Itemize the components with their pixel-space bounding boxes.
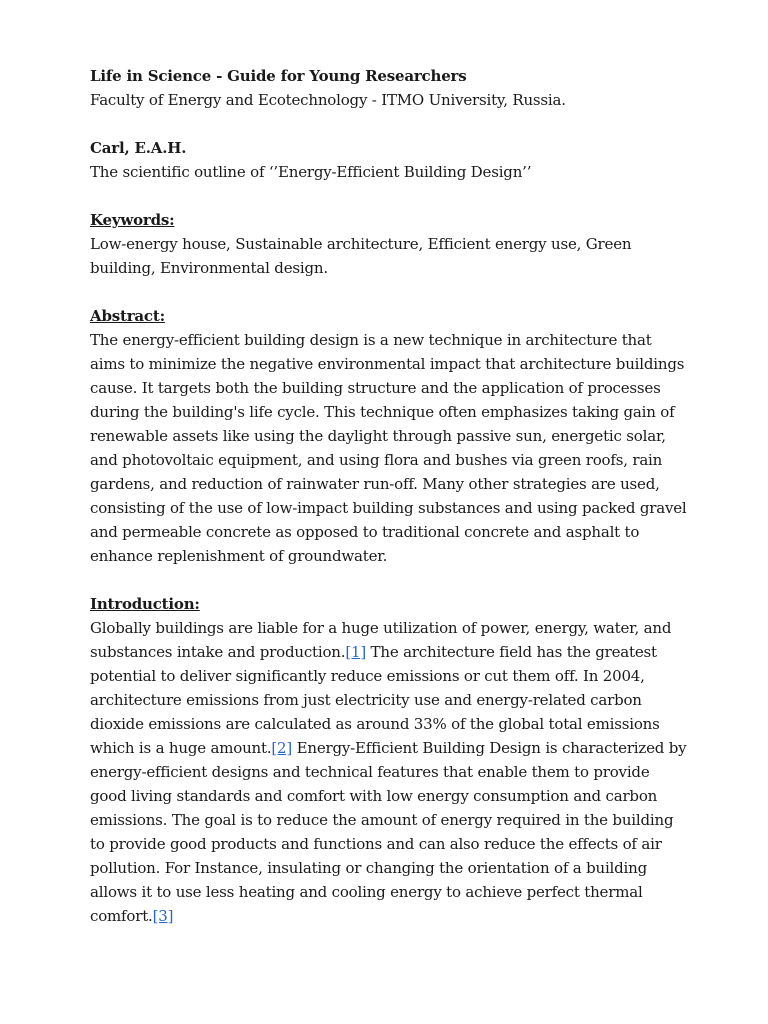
introduction-text: [90, 616, 690, 928]
intro-text-part-3: Energy-Efficient Building Design is characterized by energy-efficient designs and technical features that enable them to provide good living standards and comfort with low energy consumption and carbon emissions. The goal is to reduce the amount of energy required in the building to provide good products and functions and can also reduce the effects of air pollution. For Instance, insulating or changing the orientation of a building allows it to use less heating and cooling energy to achieve perfect thermal comfort.: [90, 739, 687, 925]
document-page: [90, 64, 690, 952]
abstract-text: The energy-efficient building design is a new technique in architecture that aims to minimize the negative environmental impact that architecture buildings cause. It targets both the building structure and the application of processes during the building's life cycle. This technique often emphasizes taking gain of renewable assets like using the daylight through passive sun, energetic solar, and photovoltaic equipment, and using flora and bushes via green roofs, rain gardens, and reduction of rainwater run-off. Many other strategies are used, consisting of the use of low-impact building substances and using packed gravel and permeable concrete as opposed to traditional concrete and asphalt to enhance replenishment of groundwater.: [90, 331, 687, 565]
intro-text-part-2: The architecture field has the greatest potential to deliver significantly reduce emissions or cut them off. In 2004, architecture emissions from just electricity use and energy-related carbon dioxide emissions are calculated as around 33% of the global total emissions which is a huge amount.: [90, 643, 660, 757]
introduction-heading: Introduction:: [90, 595, 200, 613]
affiliation: Faculty of Energy and Ecotechnology - ITMO University, Russia.: [90, 91, 566, 109]
header-block: [90, 64, 690, 112]
keywords-heading: Keywords:: [90, 211, 175, 229]
abstract-section: [90, 304, 690, 568]
intro-text-part-1: Globally buildings are liable for a huge utilization of power, energy, water, and substances intake and production.: [90, 619, 672, 661]
abstract-heading: Abstract:: [90, 307, 165, 325]
reference-link-1[interactable]: [1]: [345, 643, 366, 661]
outline-title: The scientific outline of ‘’Energy-Efficient Building Design’’: [90, 163, 532, 181]
reference-link-2[interactable]: [2]: [271, 739, 293, 757]
reference-link-3[interactable]: [3]: [152, 907, 174, 925]
document-title: Life in Science - Guide for Young Researchers: [90, 67, 467, 85]
author-block: [90, 136, 690, 184]
keywords-text: Low-energy house, Sustainable architecture, Efficient energy use, Green building, Environmental design.: [90, 235, 632, 277]
introduction-section: [90, 592, 690, 928]
author-name: Carl, E.A.H.: [90, 139, 187, 157]
keywords-section: [90, 208, 690, 280]
